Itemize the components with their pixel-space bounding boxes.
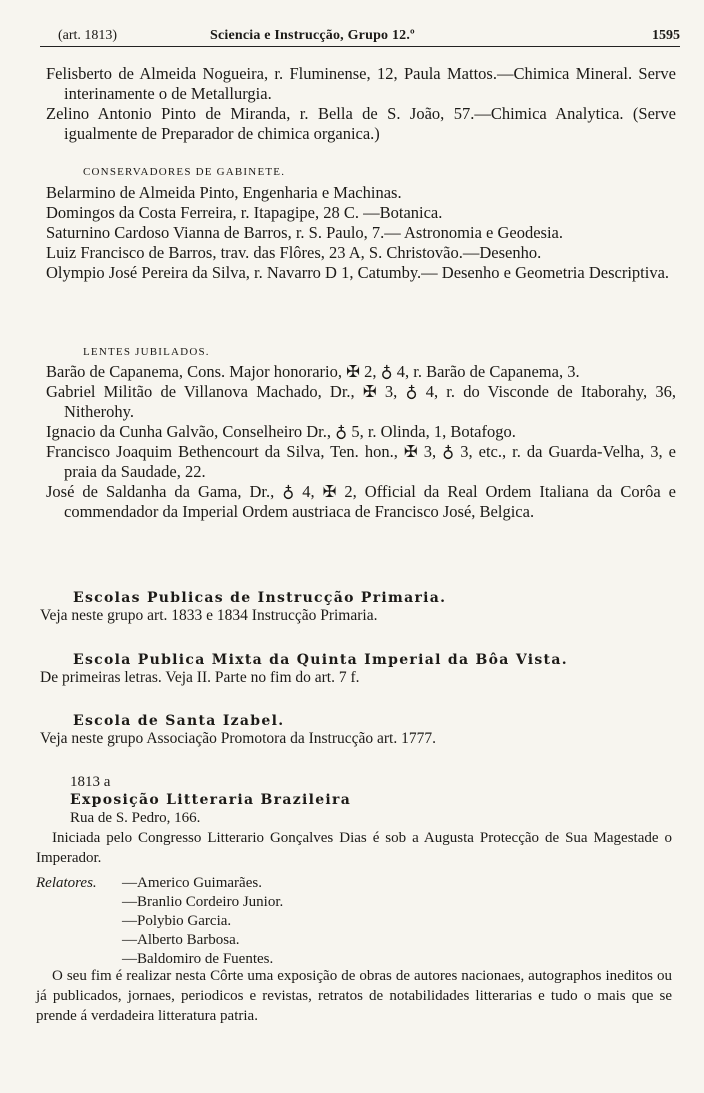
article-number: 1813 a (70, 774, 111, 790)
fim-paragraph-block (0, 966, 704, 1026)
list-item: —Baldomiro de Fuentes. (122, 951, 274, 967)
lentes-list (0, 362, 704, 522)
list-item: Francisco Joaquim Bethencourt da Silva, Ten. hon., ✠ 3, ♁ 3, etc., r. da Guarda-Velha, 3, e praia da Saudade, 22. (46, 442, 676, 481)
running-header (40, 28, 680, 47)
list-item: —Americo Guimarães. (122, 875, 262, 891)
address: Rua de S. Pedro, 166. (70, 810, 201, 826)
fim-text: O seu fim é realizar nesta Côrte uma exposição de obras de autores nacionaes, autographos ineditos ou já publicados, jornaes, periodicos e revistas, retratos de notabilidades litterarias e tudo o mais que se prende á verdadeira litteratura patria. (36, 968, 672, 1024)
page-number: 1595 (652, 28, 680, 43)
list-item: Saturnino Cardoso Vianna de Barros, r. S. Paulo, 7.— Astronomia e Geodesia. (46, 223, 564, 242)
santa-izabel-section (0, 713, 704, 749)
header-section-title: Sciencia e Instrucção, Grupo 12.º (210, 28, 415, 43)
top-entries (0, 64, 704, 144)
section-heading: Escola Publica Mixta da Quinta Imperial da Bôa Vista. (73, 652, 568, 668)
section-text: Veja neste grupo Associação Promotora da Instrucção art. 1777. (40, 730, 436, 747)
lentes-heading: LENTES JUBILADOS. (83, 346, 210, 358)
lentes-section (0, 346, 704, 358)
conservadores-list (0, 183, 704, 283)
list-item: —Alberto Barbosa. (122, 932, 240, 948)
escolas-publicas-section (0, 590, 704, 626)
escola-mixta-section (0, 652, 704, 688)
list-item: —Polybio Garcia. (122, 913, 232, 929)
list-item: Belarmino de Almeida Pinto, Engenharia e Machinas. (46, 183, 402, 202)
entry-zelino: Zelino Antonio Pinto de Miranda, r. Bella de S. João, 57.—Chimica Analytica. (Serve igualmente de Preparador de chimica organica.) (46, 104, 676, 143)
relatores-label: Relatores. (36, 875, 97, 891)
exposicao-section (0, 772, 704, 868)
conservadores-section (0, 166, 704, 178)
list-item: Ignacio da Cunha Galvão, Conselheiro Dr., ♁ 5, r. Olinda, 1, Botafogo. (46, 422, 516, 441)
intro-text: Iniciada pelo Congresso Litterario Gonçalves Dias é sob a Augusta Protecção de Sua Magestade o Imperador. (36, 830, 672, 866)
list-item: Domingos da Costa Ferreira, r. Itapagipe, 28 C. —Botanica. (46, 203, 443, 222)
list-item: —Branlio Cordeiro Junior. (122, 894, 284, 910)
list-item: Olympio José Pereira da Silva, r. Navarro D 1, Catumby.— Desenho e Geometria Descriptiva. (46, 263, 670, 282)
section-text: De primeiras letras. Veja II. Parte no fim do art. 7 f. (40, 669, 360, 686)
entry-felisberto: Felisberto de Almeida Nogueira, r. Fluminense, 12, Paula Mattos.—Chimica Mineral. Serve interinamente o de Metallurgia. (46, 64, 676, 103)
section-heading: Exposição Litteraria Brazileira (70, 792, 352, 808)
header-article-ref: (art. 1813) (58, 28, 118, 43)
list-item: Barão de Capanema, Cons. Major honorario, ✠ 2, ♁ 4, r. Barão de Capanema, 3. (46, 362, 580, 381)
conservadores-heading: CONSERVADORES DE GABINETE. (83, 166, 286, 178)
relatores-block (0, 874, 704, 974)
section-heading: Escola de Santa Izabel. (73, 713, 285, 729)
list-item: Gabriel Militão de Villanova Machado, Dr., ✠ 3, ♁ 4, r. do Visconde de Itaborahy, 36, Nitherohy. (46, 382, 676, 421)
list-item: Luiz Francisco de Barros, trav. das Flôres, 23 A, S. Christovão.—Desenho. (46, 243, 542, 262)
list-item: José de Saldanha da Gama, Dr., ♁ 4, ✠ 2, Official da Real Ordem Italiana da Corôa e commendador da Imperial Ordem austriaca de Francisco José, Belgica. (46, 482, 676, 521)
section-heading: Escolas Publicas de Instrucção Primaria. (73, 590, 447, 606)
section-text: Veja neste grupo art. 1833 e 1834 Instrucção Primaria. (40, 607, 378, 624)
